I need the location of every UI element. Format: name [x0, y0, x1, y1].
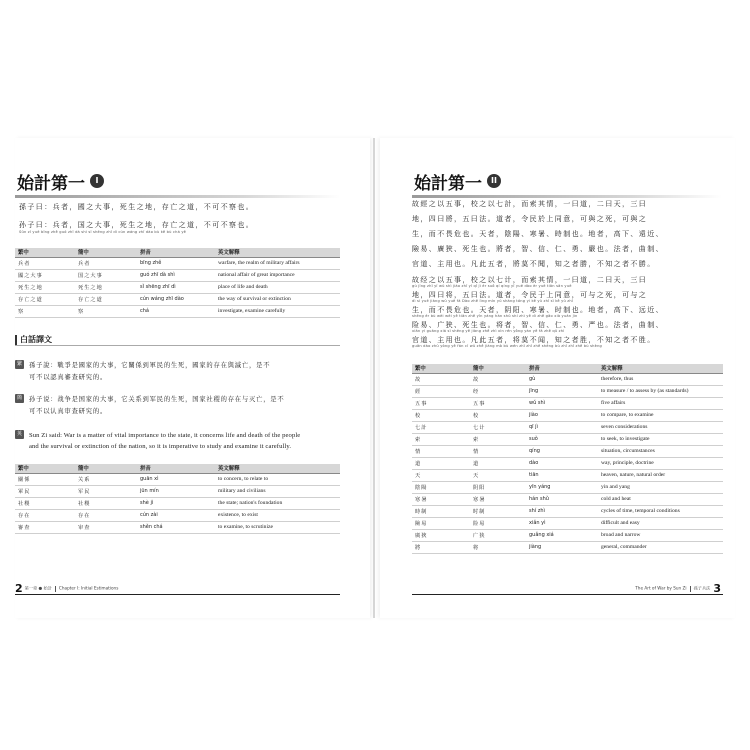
footer-chapter: 第一章 ● 始計 [24, 585, 52, 591]
cell-simp: 军民 [75, 485, 137, 497]
cell-pinyin: xiǎn yì [526, 517, 598, 529]
chapter-title-text: 始計第一 [414, 173, 482, 194]
footer-rule [412, 594, 723, 595]
cell-pinyin: jiào [526, 409, 598, 421]
cell-trad: 審查 [15, 521, 75, 533]
text-line: 生，而不畏危也。天者，陰陽、寒暑、時制也。地者，高下、遠近、 [412, 230, 664, 238]
translation-english [15, 430, 345, 454]
footer-book-title: The Art of War by Sun Zi [635, 585, 687, 591]
header-trad: 繁中 [412, 364, 470, 373]
cell-trad: 寒暑 [412, 493, 470, 505]
table-row [412, 457, 723, 469]
cell-pinyin: chá [137, 305, 215, 317]
cell-simp: 察 [75, 305, 137, 317]
table-row [412, 529, 723, 541]
left-page [15, 138, 370, 618]
cell-english: to examine, to scrutinize [215, 521, 340, 533]
cell-simp: 险易 [470, 517, 526, 529]
section-heading [15, 334, 340, 346]
traditional-tag: 繁 [16, 361, 22, 367]
cell-simp: 情 [470, 445, 526, 457]
cell-pinyin: shí zhì [526, 505, 598, 517]
pinyin-line: xiǎn yì guǎng xiá sǐ shēng yě jiàng zhě zhì xìn rén yǒng yán yě fǎ zhě qū zhì [412, 329, 565, 333]
cell-pinyin: guǎng xiá [526, 529, 598, 541]
cell-english: warfare, the realm of military affairs [215, 257, 340, 269]
cell-simp: 五事 [470, 397, 526, 409]
cell-simp: 国之大事 [75, 269, 137, 281]
cell-trad: 存亡之道 [15, 293, 75, 305]
pinyin-line: gù jīng zhī yǐ wǔ shì jiào zhī yǐ qī jì ér suǒ qí qíng yī yuē dào èr yuē tiān sān yuē [412, 284, 572, 288]
table-row [15, 485, 340, 497]
cell-pinyin: jiàng [526, 541, 598, 553]
cell-trad: 廣狹 [412, 529, 470, 541]
table-row [15, 521, 340, 533]
cell-simp: 社稷 [75, 497, 137, 509]
cell-simp: 七计 [470, 421, 526, 433]
text-line: 生，而不畏危也。天者，阴阳、寒暑、时制也。地者，高下、远近、 [412, 306, 664, 314]
table-row [412, 541, 723, 553]
chapter-title-text: 始計第一 [17, 173, 85, 194]
cell-pinyin: sǐ shēng zhī dì [137, 281, 215, 293]
chapter-numeral-badge: II [487, 174, 501, 188]
cell-trad: 察 [15, 305, 75, 317]
cell-trad: 經 [412, 385, 470, 397]
table-row [412, 409, 723, 421]
table-row [412, 445, 723, 457]
pinyin-line: shēng ér bù wèi wēi yě tiān zhě yīn yáng hán shǔ shí zhì yě dì zhě gāo xià yuǎn jìn [412, 314, 578, 318]
table-row [412, 493, 723, 505]
header-simp: 簡中 [470, 364, 526, 373]
table-row [15, 281, 340, 293]
cell-pinyin: tiān [526, 469, 598, 481]
header-simp: 簡中 [75, 248, 137, 257]
text-line: 險易、廣狹、死生也。將者，智、信、仁、勇、嚴也。法者，曲制、 [412, 245, 664, 253]
cell-pinyin: gù [526, 373, 598, 385]
header-english: 英文解釋 [215, 248, 340, 257]
header-simp: 簡中 [75, 464, 137, 473]
cell-english: to seek, to investigate [598, 433, 723, 445]
verse-pinyin: Sūn zǐ yuē bīng zhě guó zhī dà shì sǐ shēng zhī dì cún wáng zhī dào bù kě bù chá yě [19, 230, 187, 234]
section-heading-text: 白話譯文 [20, 334, 52, 344]
cell-english: the way of survival or extinction [215, 293, 340, 305]
cell-trad: 故 [412, 373, 470, 385]
cell-trad: 軍民 [15, 485, 75, 497]
cell-english: military and civilians [215, 485, 340, 497]
footer-book-title-cn: 孫子兵法 [693, 585, 711, 591]
cell-english: to compare, to examine [598, 409, 723, 421]
header-pinyin: 拼音 [137, 464, 215, 473]
cell-pinyin: wǔ shì [526, 397, 598, 409]
cell-english: general, commander [598, 541, 723, 553]
footer-chapter-en: Chapter I: Initial Estimations [58, 585, 119, 591]
cell-simp: 校 [470, 409, 526, 421]
footer-divider [55, 586, 56, 592]
cell-english: existence, to exist [215, 509, 340, 521]
cell-simp: 道 [470, 457, 526, 469]
cell-simp: 死生之地 [75, 281, 137, 293]
cell-simp: 天 [470, 469, 526, 481]
cell-trad: 存在 [15, 509, 75, 521]
translation-simplified-text: 孙子说：战争是国家的大事，它关系到军民的生死，国家社稷的存在与灭亡，是不 可不以认真审查研究的。 [29, 396, 285, 415]
cell-trad: 時制 [412, 505, 470, 517]
footer-divider [690, 586, 691, 592]
chapter-title [412, 168, 722, 194]
table-row [412, 481, 723, 493]
glossary-table-3 [412, 364, 723, 554]
cell-pinyin: cún zài [137, 509, 215, 521]
cell-pinyin: suǒ [526, 433, 598, 445]
footer-rule [15, 594, 340, 595]
glossary-header [412, 364, 723, 373]
cell-english: investigate, examine carefully [215, 305, 340, 317]
cell-pinyin: yīn yáng [526, 481, 598, 493]
cell-trad: 天 [412, 469, 470, 481]
cell-english: cold and heat [598, 493, 723, 505]
cell-english: the state; nation's foundation [215, 497, 340, 509]
cell-simp: 故 [470, 373, 526, 385]
cell-pinyin: cún wáng zhī dào [137, 293, 215, 305]
table-row [412, 469, 723, 481]
section-bar [15, 335, 17, 345]
text-line: 故經之以五事，校之以七計，而索其情，一曰道，二曰天，三曰 [412, 200, 648, 208]
chapter-numeral-badge: I [90, 174, 104, 188]
cell-simp: 寒暑 [470, 493, 526, 505]
cell-trad: 險易 [412, 517, 470, 529]
header-pinyin: 拼音 [526, 364, 598, 373]
english-tag: 英 [16, 431, 22, 437]
cell-english: national affair of great importance [215, 269, 340, 281]
translation-english-text: Sun Zi said: War is a matter of vital importance to the state, it concerns life and death of the people and the survival or extinction of the nation, so it is imperative to study and examine it carefully. [29, 432, 301, 450]
cell-pinyin: jūn mín [137, 485, 215, 497]
glossary-header [15, 248, 340, 257]
cell-trad: 死生之地 [15, 281, 75, 293]
cell-simp: 关系 [75, 473, 137, 485]
table-row [15, 293, 340, 305]
table-row [15, 305, 340, 317]
cell-pinyin: guān xì [137, 473, 215, 485]
cell-simp: 将 [470, 541, 526, 553]
chapter-title [15, 168, 340, 194]
header-pinyin: 拼音 [137, 248, 215, 257]
cell-simp: 存在 [75, 509, 137, 521]
cell-pinyin: guó zhī dà shì [137, 269, 215, 281]
cell-english: difficult and easy [598, 517, 723, 529]
header-english: 英文解釋 [598, 364, 723, 373]
cell-english: heaven, nature, natural order [598, 469, 723, 481]
cell-english: seven considerations [598, 421, 723, 433]
cell-trad: 索 [412, 433, 470, 445]
cell-pinyin: shè jì [137, 497, 215, 509]
text-line: 官道、主用也。凡此五者，将莫不闻，知之者胜，不知之者不胜。 [412, 336, 656, 344]
cell-pinyin: shěn chá [137, 521, 215, 533]
text-line: 地，四曰將，五曰法。道者，令民於上同意，可與之死，可與之 [412, 215, 648, 223]
cell-trad: 兵者 [15, 257, 75, 269]
translation-simplified [15, 394, 345, 422]
cell-english: to measure / to assess by (as standards) [598, 385, 723, 397]
table-row [412, 517, 723, 529]
cell-simp: 时制 [470, 505, 526, 517]
cell-simp: 阴阳 [470, 481, 526, 493]
page-number: 3 [713, 582, 721, 595]
table-row [15, 257, 340, 269]
verse-simplified: 孙子曰：兵者，国之大事，死生之地，存亡之道，不可不察也。 [19, 221, 255, 229]
cell-simp: 广狭 [470, 529, 526, 541]
table-row [412, 421, 723, 433]
glossary-table-2 [15, 464, 340, 534]
table-row [15, 497, 340, 509]
cell-pinyin: qíng [526, 445, 598, 457]
cell-trad: 情 [412, 445, 470, 457]
cell-english: broad and narrow [598, 529, 723, 541]
cell-english: therefore, thus [598, 373, 723, 385]
book-spine [373, 138, 375, 618]
cell-english: way, principle, doctrine [598, 457, 723, 469]
cell-english: cycles of time, temporal conditions [598, 505, 723, 517]
cell-trad: 校 [412, 409, 470, 421]
cell-trad: 五事 [412, 397, 470, 409]
table-row [412, 433, 723, 445]
header-trad: 繁中 [15, 248, 75, 257]
table-row [15, 509, 340, 521]
text-line: 官道、主用也。凡此五者，將莫不聞，知之者勝，不知之者不勝。 [412, 260, 656, 268]
header-trad: 繁中 [15, 464, 75, 473]
table-row [412, 505, 723, 517]
cell-simp: 审查 [75, 521, 137, 533]
cell-simp: 存亡之道 [75, 293, 137, 305]
cell-pinyin: jīng [526, 385, 598, 397]
simplified-tag: 簡 [16, 395, 22, 401]
translation-traditional-text: 孫子說：戰爭是國家的大事，它關係到軍民的生死，國家的存在與滅亡，是不 可不以認真審查研究的。 [29, 362, 271, 381]
table-row [15, 473, 340, 485]
cell-pinyin: hán shǔ [526, 493, 598, 505]
cell-trad: 道 [412, 457, 470, 469]
cell-pinyin: qī jì [526, 421, 598, 433]
table-row [412, 397, 723, 409]
cell-simp: 索 [470, 433, 526, 445]
right-page [380, 138, 735, 618]
header-english: 英文解釋 [215, 464, 340, 473]
table-row [412, 385, 723, 397]
verse-traditional: 孫子曰：兵者，國之大事，死生之地，存亡之道，不可不察也。 [19, 203, 255, 211]
cell-trad: 將 [412, 541, 470, 553]
cell-simp: 兵者 [75, 257, 137, 269]
cell-trad: 關係 [15, 473, 75, 485]
cell-english: to concern, to relate to [215, 473, 340, 485]
cell-trad: 國之大事 [15, 269, 75, 281]
text-line: 地，四曰将，五曰法。道者，令民于上同意，可与之死，可与之 [412, 291, 648, 299]
glossary-header [15, 464, 340, 473]
cell-trad: 七計 [412, 421, 470, 433]
cell-pinyin: bīng zhě [137, 257, 215, 269]
cell-english: five affairs [598, 397, 723, 409]
cell-trad: 陰陽 [412, 481, 470, 493]
pinyin-line: dì sì yuē jiàng wǔ yuē fǎ Dào zhě lìng mín yǔ shàng tóng yì kě yǔ zhī sǐ kě yǔ zhī [412, 299, 574, 303]
pinyin-line: guān dào zhǔ yòng yě fán cǐ wǔ zhě jiàng mò bù wén zhī zhī zhě shèng bù zhī zhī zhě bù shèng [412, 344, 603, 348]
cell-english: situation, circumstances [598, 445, 723, 457]
translation-traditional [15, 360, 345, 388]
cell-english: yin and yang [598, 481, 723, 493]
cell-english: place of life and death [215, 281, 340, 293]
glossary-table-1 [15, 248, 340, 318]
table-row [15, 269, 340, 281]
page-number: 2 [15, 582, 23, 595]
table-row [412, 373, 723, 385]
cell-trad: 社稷 [15, 497, 75, 509]
text-line: 险易、广狭、死生也。将者，智、信、仁、勇、严也。法者，曲制、 [412, 321, 664, 329]
cell-simp: 经 [470, 385, 526, 397]
cell-pinyin: dào [526, 457, 598, 469]
text-line: 故经之以五事，校之以七计，而索其情，一曰道，二曰天，三曰 [412, 276, 648, 284]
